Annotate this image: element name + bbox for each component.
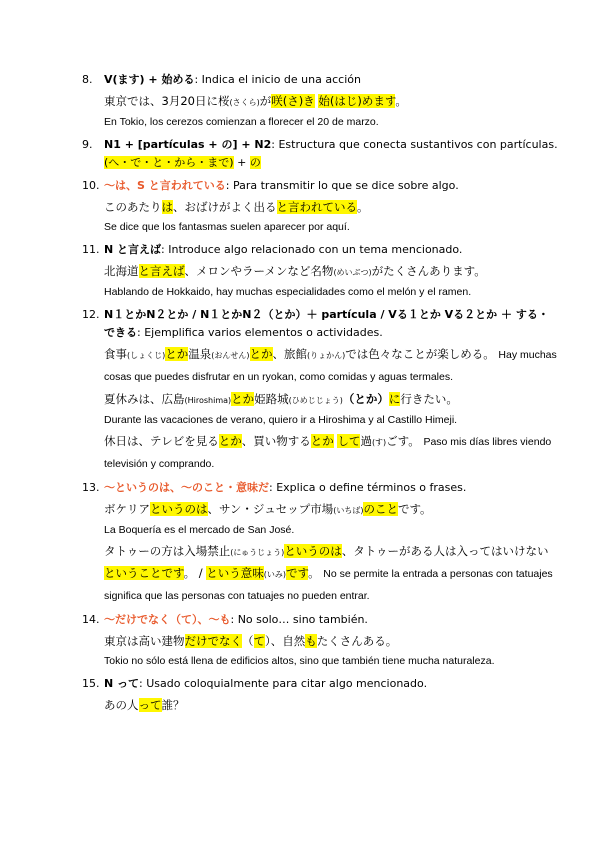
item-number: 8. — [82, 73, 93, 86]
reading-segment: (ひめじじょう) — [288, 396, 343, 405]
item-heading — [104, 241, 559, 259]
item-number: 9. — [82, 138, 93, 151]
text-segment: 夏休みは、広島 — [104, 392, 185, 406]
text-segment: 。 — [357, 200, 369, 214]
text-segment: 過 — [360, 434, 372, 448]
highlight-segment: と言えば — [138, 264, 185, 278]
reading-segment: (いちば) — [333, 506, 364, 515]
spanish-translation: Paso mis días libres viendo televisión y comprando. — [104, 436, 552, 470]
text-segment: （とか） — [342, 392, 389, 406]
item-title: ～だけでなく（て）、～も — [104, 613, 231, 626]
grammar-item — [0, 241, 599, 301]
item-description: : Explica o define términos o frases. — [269, 481, 467, 494]
highlight-segment: して — [337, 434, 361, 448]
highlight-segment: だけでなく — [184, 634, 242, 648]
reading-segment: (す) — [371, 438, 387, 447]
grammar-item — [0, 675, 599, 716]
text-segment: このあたり — [104, 200, 162, 214]
item-heading — [104, 71, 559, 89]
japanese-example — [104, 261, 559, 283]
japanese-example — [104, 91, 559, 113]
spanish-translation: Durante las vacaciones de verano, quiero ir a Hiroshima y al Castillo Himeji. — [104, 414, 458, 426]
text-segment: ごす。 — [386, 434, 420, 448]
reading-segment: (いみ) — [263, 570, 287, 579]
item-title: N って — [104, 677, 140, 690]
item-heading — [104, 306, 559, 342]
text-segment: ）、自然 — [265, 634, 306, 648]
item-description: : Ejemplifica varios elementos o actividades. — [137, 326, 383, 339]
text-segment: 、タトゥーがある人は入ってはいけない — [341, 544, 549, 558]
item-number: 11. — [82, 243, 100, 256]
grammar-item — [0, 306, 599, 474]
grammar-item — [0, 177, 599, 236]
text-segment: 。 / — [183, 566, 207, 580]
highlight-segment: という意味 — [206, 566, 264, 580]
item-description: : Usado coloquialmente para citar algo mencionado. — [139, 677, 428, 690]
spanish-translation: Hay muchas cosas que puedes disfrutar en un ryokan, como comidas y aguas termales. — [104, 349, 557, 383]
text-segment: （ — [242, 634, 254, 648]
text-segment: 北海道 — [104, 264, 139, 278]
highlight-segment: とか — [310, 434, 334, 448]
spanish-translation: Se dice que los fantasmas suelen aparecer por aquí. — [104, 221, 350, 233]
highlight-segment: って — [138, 698, 162, 712]
highlight-segment: 咲(さ)き — [271, 94, 315, 108]
japanese-example — [104, 431, 559, 474]
highlight-segment: も — [305, 634, 317, 648]
text-segment: 。 — [395, 94, 407, 108]
text-segment: 食事 — [104, 347, 127, 361]
reading-segment: (さくら) — [229, 98, 260, 107]
highlight-segment: て — [253, 634, 265, 648]
item-number: 12. — [82, 308, 100, 321]
spacer — [0, 716, 599, 721]
item-description: : Introduce algo relacionado con un tema mencionado. — [161, 243, 463, 256]
item-heading — [104, 136, 559, 172]
item-title: N1 + [partículas + の] + N2 — [104, 138, 272, 151]
text-segment: 、旅館 — [272, 347, 307, 361]
item-heading — [104, 675, 559, 693]
highlight-segment: (へ・で・と・から・まで) — [104, 156, 234, 169]
item-description: : Estructura que conecta sustantivos con partículas. — [271, 138, 558, 151]
text-segment: 温泉 — [188, 347, 212, 361]
spanish-translation: No se permite la entrada a personas con tatuajes significa que las personas con tatuajes no pueden entrar. — [104, 568, 553, 602]
grammar-item — [0, 136, 599, 172]
spanish-translation: Tokio no sólo está llena de edificios altos, sino que también tiene mucha naturaleza. — [104, 655, 495, 667]
text-segment: では色々なことが楽しめる。 — [345, 347, 495, 361]
reading-segment: (しょくじ) — [127, 351, 166, 360]
item-title: V(ます) + 始める — [104, 73, 195, 86]
text-segment: です。 — [397, 502, 432, 516]
item-description: : Indica el inicio de una acción — [194, 73, 361, 86]
text-segment: タトゥーの方は入場禁止 — [104, 544, 231, 558]
item-heading — [104, 479, 559, 497]
text-segment: 、おばけがよく出る — [173, 200, 277, 214]
text-segment: が — [259, 94, 272, 108]
highlight-segment: というのは — [284, 544, 342, 558]
japanese-example — [104, 344, 559, 387]
highlight-segment: ということです — [104, 566, 184, 580]
item-description: : Para transmitir lo que se dice sobre algo. — [225, 179, 459, 192]
reading-segment: (りょかん) — [307, 351, 346, 360]
item-number: 10. — [82, 179, 100, 192]
item-number: 13. — [82, 481, 100, 494]
spanish-translation: En Tokio, los cerezos comienzan a florecer el 20 de marzo. — [104, 116, 379, 128]
item-heading — [104, 177, 559, 195]
item-description: : No solo… sino también. — [230, 613, 368, 626]
highlight-segment: というのは — [150, 502, 208, 516]
item-number: 15. — [82, 677, 100, 690]
reading-segment: (おんせん) — [211, 351, 250, 360]
text-segment: 誰？ — [161, 698, 185, 712]
highlight-segment: は — [161, 200, 173, 214]
item-title: N１とかN２とか / N１とかN２（とか）＋ partícula / Vる１とか Vる２とか ＋ する・できる — [104, 308, 549, 339]
reading-segment: (にゅうじょう) — [230, 548, 285, 557]
highlight-segment: とか — [231, 392, 255, 406]
grammar-item — [0, 71, 599, 131]
japanese-example — [104, 197, 559, 218]
highlight-segment: とか — [249, 347, 273, 361]
text-segment: 東京は高い建物 — [104, 634, 185, 648]
japanese-example — [104, 695, 559, 716]
text-segment: + — [233, 156, 250, 169]
text-segment: 。 — [308, 566, 320, 580]
reading-segment: (めいぶつ) — [333, 268, 372, 277]
text-segment: ボケリア — [104, 502, 150, 516]
text-segment: 東京では、3月20日に桜 — [104, 94, 230, 108]
text-segment: 、メロンやラーメンなど名物 — [184, 264, 334, 278]
highlight-segment: の — [249, 156, 261, 169]
text-segment: 、サン・ジュセップ市場 — [207, 502, 334, 516]
japanese-example — [104, 631, 559, 652]
japanese-example — [104, 389, 559, 411]
highlight-segment: のこと — [363, 502, 398, 516]
text-segment: 行きたい。 — [400, 392, 458, 406]
spanish-translation: La Boquería es el mercado de San José. — [104, 524, 295, 536]
japanese-example — [104, 541, 559, 606]
item-title: ～は、S と言われている — [104, 179, 226, 192]
text-segment: 休日は、テレビを見る — [104, 434, 219, 448]
item-heading — [104, 611, 559, 629]
reading-segment: (Hiroshima) — [184, 396, 232, 405]
highlight-segment: に — [388, 392, 401, 406]
item-number: 14. — [82, 613, 100, 626]
text-segment: がたくさんあります。 — [371, 264, 486, 278]
japanese-example — [104, 499, 559, 521]
text-segment: 姫路城 — [254, 392, 289, 406]
spanish-translation: Hablando de Hokkaido, hay muchas especialidades como el melón y el ramen. — [104, 286, 472, 298]
grammar-item — [0, 479, 599, 606]
text-segment: たくさんある。 — [316, 634, 398, 648]
text-segment: あの人 — [104, 698, 139, 712]
highlight-segment: 始(はじ)めます — [318, 94, 396, 108]
grammar-item — [0, 611, 599, 670]
highlight-segment: と言われている — [276, 200, 357, 214]
highlight-segment: です — [286, 566, 309, 580]
highlight-segment: とか — [165, 347, 189, 361]
item-title: N と言えば — [104, 243, 162, 256]
text-segment: 、買い物する — [241, 434, 311, 448]
highlight-segment: とか — [218, 434, 242, 448]
item-title: ～というのは、～のこと・意味だ — [104, 481, 269, 494]
